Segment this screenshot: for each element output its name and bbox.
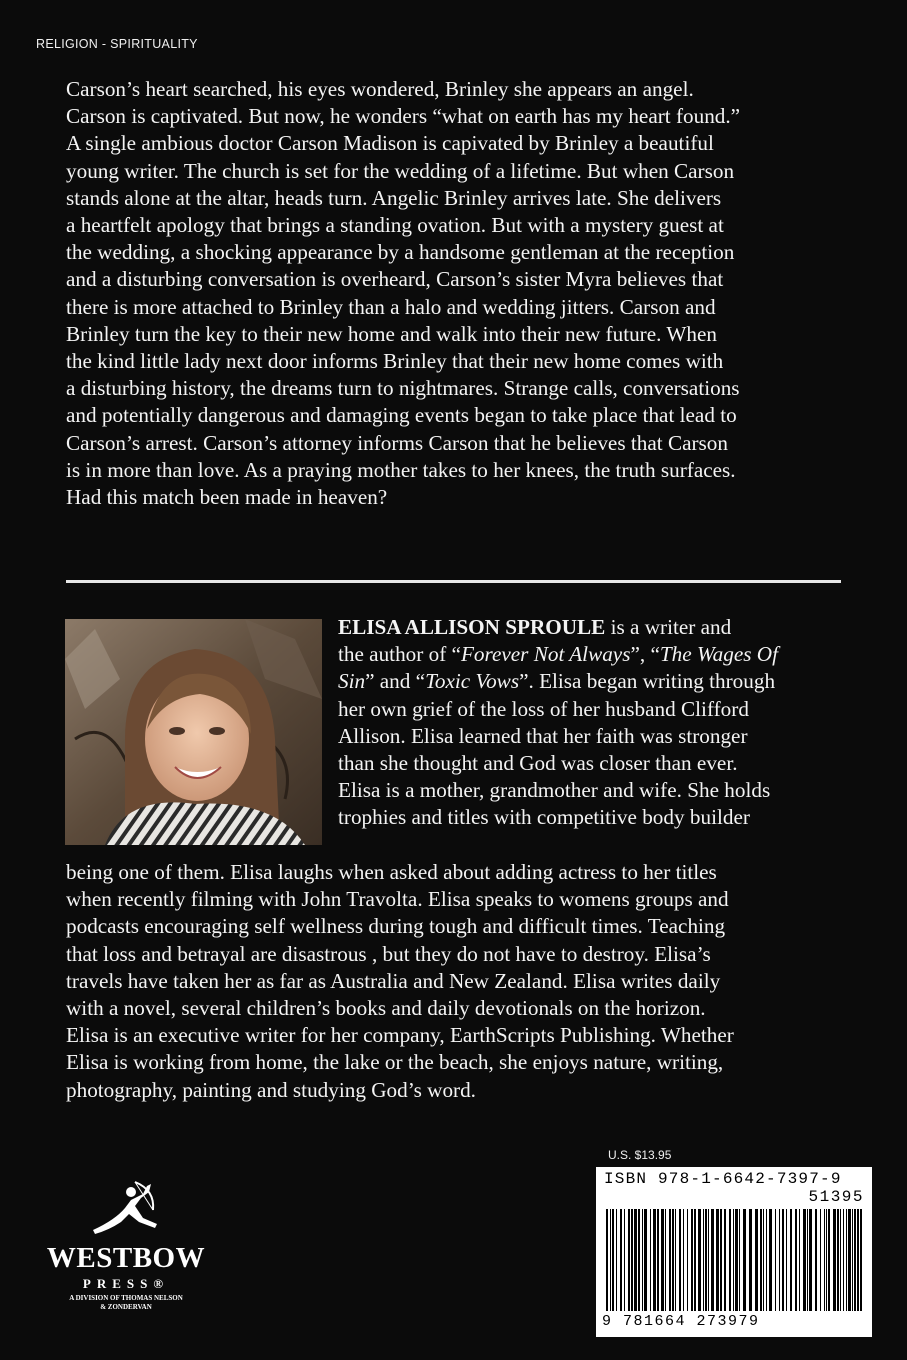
- author-bio-intro: [338, 614, 848, 832]
- barcode-bar: [679, 1209, 681, 1311]
- barcode-bar: [683, 1209, 684, 1311]
- barcode-bar: [743, 1209, 746, 1311]
- barcode-bar: [820, 1209, 821, 1311]
- blurb-line: stands alone at the altar, heads turn. Angelic Brinley arrives late. She delivers: [66, 185, 722, 210]
- barcode-bar: [735, 1209, 738, 1311]
- barcode-bar: [612, 1209, 614, 1311]
- bio-line: being one of them. Elisa laughs when asked about adding actress to her titles: [66, 860, 717, 884]
- barcode-bar: [809, 1209, 812, 1311]
- price-label: U.S. $13.95: [608, 1148, 672, 1162]
- barcode-bar: [698, 1209, 701, 1311]
- barcode-bar: [749, 1209, 752, 1311]
- barcode-bar: [840, 1209, 841, 1311]
- barcode-bar: [860, 1209, 862, 1311]
- publisher-logo-icon: [85, 1180, 165, 1240]
- barcode-bar: [708, 1209, 709, 1311]
- publisher-name: WESTBOW: [46, 1242, 206, 1274]
- bio-line: Elisa is working from home, the lake or the beach, she enjoys nature, writing,: [66, 1050, 724, 1075]
- barcode-bar: [755, 1209, 758, 1311]
- barcode-bar: [828, 1209, 830, 1311]
- author-photo: [65, 619, 322, 845]
- blurb-line: Carson is captivated. But now, he wonders “what on earth has my heart found.”: [66, 104, 741, 129]
- barcode-bar: [824, 1209, 825, 1311]
- barcode-bar: [624, 1209, 625, 1311]
- bio-line: trophies and titles with competitive body builder: [338, 805, 750, 830]
- barcode-bar: [650, 1209, 651, 1311]
- barcode-bar: [631, 1209, 633, 1311]
- barcode-bar: [720, 1209, 722, 1311]
- bio-line: that loss and betrayal are disastrous , but they do not have to destroy. Elisa’s: [66, 941, 711, 966]
- isbn-barcode: [596, 1167, 872, 1337]
- bio-line: Allison. Elisa learned that her faith was stronger: [338, 723, 748, 748]
- blurb-line: and potentially dangerous and damaging events began to take place that lead to: [66, 403, 737, 428]
- barcode-bar: [634, 1209, 637, 1311]
- barcode-bar: [799, 1209, 800, 1311]
- barcode-bar: [638, 1209, 640, 1311]
- barcode-bar: [837, 1209, 839, 1311]
- section-divider: [66, 580, 841, 583]
- bio-line: podcasts encouraging self wellness during tough and difficult times. Teaching: [66, 914, 726, 939]
- barcode-bar: [628, 1209, 630, 1311]
- blurb-line: there is more attached to Brinley than a halo and wedding jitters. Carson and: [66, 294, 716, 319]
- blurb-line: a disturbing history, the dreams turn to nightmares. Strange calls, conversations: [66, 376, 740, 401]
- barcode-bar: [769, 1209, 772, 1311]
- barcode-bar: [766, 1209, 767, 1311]
- bio-line: when recently filming with John Travolta. Elisa speaks to womens groups and: [66, 887, 729, 912]
- barcode-bar: [606, 1209, 608, 1311]
- barcode-bar: [846, 1209, 847, 1311]
- barcode-bar: [661, 1209, 664, 1311]
- bio-line: her own grief of the loss of her husband Clifford: [338, 696, 749, 721]
- barcode-bar: [790, 1209, 792, 1311]
- blurb-line: the kind little lady next door informs Brinley that their new home comes with: [66, 349, 724, 374]
- barcode-bar: [779, 1209, 780, 1311]
- barcode-bar: [852, 1209, 853, 1311]
- barcode-bar: [620, 1209, 622, 1311]
- isbn-text: ISBN 978-1-6642-7397-9: [604, 1170, 842, 1188]
- barcode-digits: 9 781664 273979: [602, 1313, 760, 1330]
- blurb-line: Carson’s heart searched, his eyes wondered, Brinley she appears an angel.: [66, 77, 694, 101]
- bio-line: Sin” and “Toxic Vows”. Elisa began writing through: [338, 669, 776, 694]
- barcode-bar: [763, 1209, 764, 1311]
- book-blurb: [66, 76, 846, 511]
- book-title: Toxic Vows: [425, 669, 520, 694]
- bio-line: Elisa is an executive writer for her company, EarthScripts Publishing. Whether: [66, 1023, 734, 1048]
- barcode-bar: [691, 1209, 693, 1311]
- blurb-line: Had this match been made in heaven?: [66, 485, 388, 510]
- barcode-bar: [843, 1209, 844, 1311]
- barcode-bar: [675, 1209, 676, 1311]
- blurb-line: Brinley turn the key to their new home and walk into their new future. When: [66, 321, 717, 346]
- blurb-line: Carson’s arrest. Carson’s attorney informs Carson that he believes that Carson: [66, 430, 728, 455]
- publisher-division: [36, 1294, 216, 1312]
- blurb-line: the wedding, a shocking appearance by a handsome gentleman at the reception: [66, 240, 735, 265]
- division-line: A DIVISION OF THOMAS NELSON: [69, 1294, 183, 1302]
- barcode-bar: [775, 1209, 776, 1311]
- barcode-bar: [848, 1209, 851, 1311]
- barcode-bar: [795, 1209, 797, 1311]
- barcode-bar: [782, 1209, 784, 1311]
- price-code: 51395: [808, 1188, 864, 1206]
- author-bio-body: [66, 859, 856, 1104]
- barcode-bar: [642, 1209, 643, 1311]
- barcode-bar: [703, 1209, 704, 1311]
- book-title: The Wages Of: [659, 642, 778, 667]
- publisher-press: PRESS®: [82, 1276, 170, 1291]
- book-title: Forever Not Always: [460, 642, 631, 667]
- barcode-bar: [716, 1209, 719, 1311]
- barcode-bar: [760, 1209, 762, 1311]
- barcode-bar: [665, 1209, 666, 1311]
- barcode-bars: [596, 1167, 872, 1337]
- barcode-bar: [807, 1209, 808, 1311]
- barcode-bar: [687, 1209, 688, 1311]
- barcode-bar: [803, 1209, 806, 1311]
- barcode-bar: [653, 1209, 656, 1311]
- blurb-line: young writer. The church is set for the wedding of a lifetime. But when Carson: [66, 158, 735, 183]
- bio-line: travels have taken her as far as Australia and New Zealand. Elisa writes daily: [66, 968, 721, 993]
- barcode-bar: [616, 1209, 617, 1311]
- bio-line: ELISA ALLISON SPROULE is a writer and: [338, 615, 732, 639]
- barcode-bar: [724, 1209, 726, 1311]
- bio-line: the author of “Forever Not Always”, “The Wages Of: [338, 642, 778, 667]
- barcode-bar: [733, 1209, 734, 1311]
- bio-line: with a novel, several children’s books and daily devotionals on the horizon.: [66, 996, 706, 1021]
- barcode-bar: [657, 1209, 659, 1311]
- bio-line: Elisa is a mother, grandmother and wife. She holds: [338, 778, 771, 803]
- barcode-bar: [705, 1209, 707, 1311]
- author-name: ELISA ALLISON SPROULE: [338, 615, 606, 639]
- barcode-bar: [854, 1209, 856, 1311]
- category-label: RELIGION - SPIRITUALITY: [36, 37, 198, 51]
- barcode-bar: [786, 1209, 787, 1311]
- barcode-bar: [711, 1209, 714, 1311]
- bio-line: than she thought and God was closer than ever.: [338, 751, 738, 776]
- blurb-line: a heartfelt apology that brings a standing ovation. But with a mystery guest at: [66, 213, 724, 238]
- barcode-bar: [815, 1209, 817, 1311]
- barcode-bar: [672, 1209, 674, 1311]
- book-title: Sin: [338, 669, 366, 694]
- barcode-bar: [610, 1209, 611, 1311]
- blurb-line: is in more than love. As a praying mother takes to her knees, the truth surfaces.: [66, 457, 736, 482]
- division-line: & ZONDERVAN: [100, 1303, 152, 1311]
- barcode-bar: [826, 1209, 827, 1311]
- barcode-bar: [739, 1209, 740, 1311]
- barcode-bar: [857, 1209, 859, 1311]
- barcode-bar: [669, 1209, 671, 1311]
- barcode-bar: [694, 1209, 696, 1311]
- barcode-bar: [729, 1209, 731, 1311]
- barcode-bar: [833, 1209, 836, 1311]
- barcode-bar: [644, 1209, 647, 1311]
- blurb-line: and a disturbing conversation is overheard, Carson’s sister Myra believes that: [66, 267, 724, 292]
- bio-line: photography, painting and studying God’s word.: [66, 1077, 476, 1102]
- blurb-line: A single ambious doctor Carson Madison is capivated by Brinley a beautiful: [66, 131, 714, 156]
